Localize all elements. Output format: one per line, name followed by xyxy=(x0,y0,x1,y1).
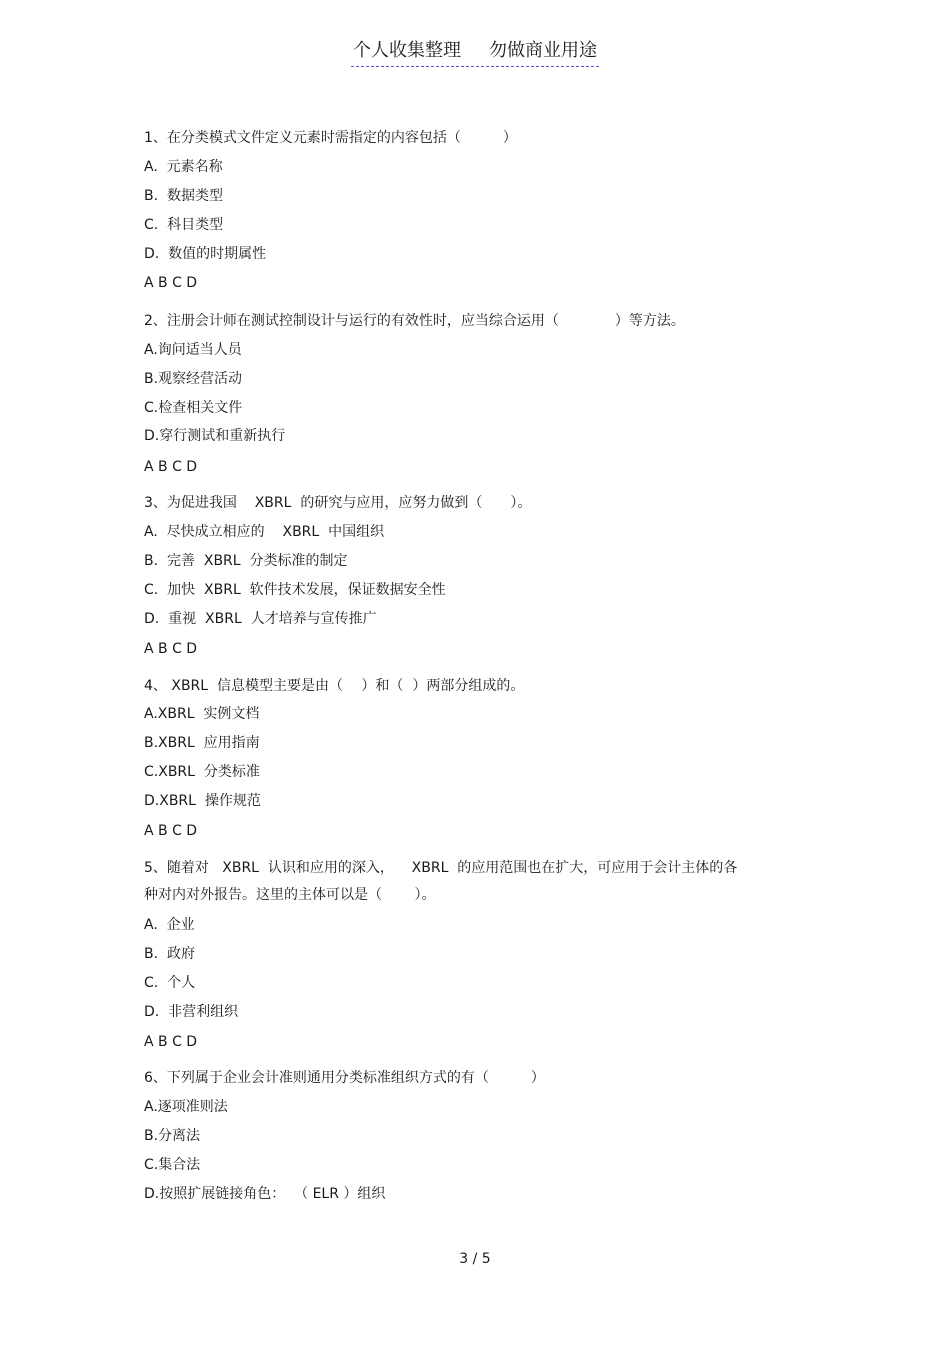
question-2-option-c: C.检查相关文件 xyxy=(144,400,243,416)
question-3-option-c: C. 加快 XBRL 软件技术发展，保证数据安全性 xyxy=(144,582,446,598)
question-3-option-d: D. 重视 XBRL 人才培养与宣传推广 xyxy=(144,611,377,627)
question-1-option-b: B. 数据类型 xyxy=(144,188,223,204)
question-4-answer: A B C D xyxy=(144,823,198,839)
question-2-stem: 2、注册会计师在测试控制设计与运行的有效性时，应当综合运用（ ）等方法。 xyxy=(144,313,685,329)
question-4-option-d: D.XBRL 操作规范 xyxy=(144,793,261,809)
question-5-stem-line-1: 5、随着对 XBRL 认识和应用的深入， XBRL 的应用范围也在扩大，可应用于会计主体的各 xyxy=(144,860,738,876)
question-6-option-d: D.按照扩展链接角色： （ ELR ）组织 xyxy=(144,1186,386,1202)
question-3-option-b: B. 完善 XBRL 分类标准的制定 xyxy=(144,553,348,569)
question-5-option-a: A. 企业 xyxy=(144,917,195,933)
question-2-option-b: B.观察经营活动 xyxy=(144,371,243,387)
header-right-text: 勿做商业用途 xyxy=(489,40,597,61)
header-text xyxy=(351,38,599,67)
page-header xyxy=(0,38,950,67)
header-left-text: 个人收集整理 xyxy=(353,40,461,61)
question-6-stem: 6、下列属于企业会计准则通用分类标准组织方式的有（ ） xyxy=(144,1070,545,1086)
question-4-option-a: A.XBRL 实例文档 xyxy=(144,706,260,722)
question-4-option-b: B.XBRL 应用指南 xyxy=(144,735,260,751)
question-1-stem: 1、在分类模式文件定义元素时需指定的内容包括（ ） xyxy=(144,130,517,146)
question-5-option-b: B. 政府 xyxy=(144,946,195,962)
question-1-option-d: D. 数值的时期属性 xyxy=(144,246,267,262)
question-5-option-d: D. 非营利组织 xyxy=(144,1004,239,1020)
question-5-option-c: C. 个人 xyxy=(144,975,196,991)
question-3-stem: 3、为促进我国 XBRL 的研究与应用，应努力做到（ ）。 xyxy=(144,495,532,511)
question-6-option-a: A.逐项准则法 xyxy=(144,1099,228,1115)
question-2-answer: A B C D xyxy=(144,459,198,475)
question-1-answer: A B C D xyxy=(144,275,198,291)
question-2-option-d: D.穿行测试和重新执行 xyxy=(144,428,286,444)
question-6-option-c: C.集合法 xyxy=(144,1157,201,1173)
question-1-option-a: A. 元素名称 xyxy=(144,159,223,175)
question-6-option-b: B.分离法 xyxy=(144,1128,201,1144)
question-5-stem-line-2: 种对内对外报告。这里的主体可以是（ ）。 xyxy=(144,887,436,903)
question-5-answer: A B C D xyxy=(144,1034,198,1050)
question-2-option-a: A.询问适当人员 xyxy=(144,342,242,358)
question-1-option-c: C. 科目类型 xyxy=(144,217,224,233)
question-4-stem: 4、 XBRL 信息模型主要是由（ ）和（ ）两部分组成的。 xyxy=(144,678,525,694)
question-4-option-c: C.XBRL 分类标准 xyxy=(144,764,260,780)
page-number: 3 / 5 xyxy=(459,1251,491,1267)
question-3-answer: A B C D xyxy=(144,641,198,657)
question-3-option-a: A. 尽快成立相应的 XBRL 中国组织 xyxy=(144,524,385,540)
